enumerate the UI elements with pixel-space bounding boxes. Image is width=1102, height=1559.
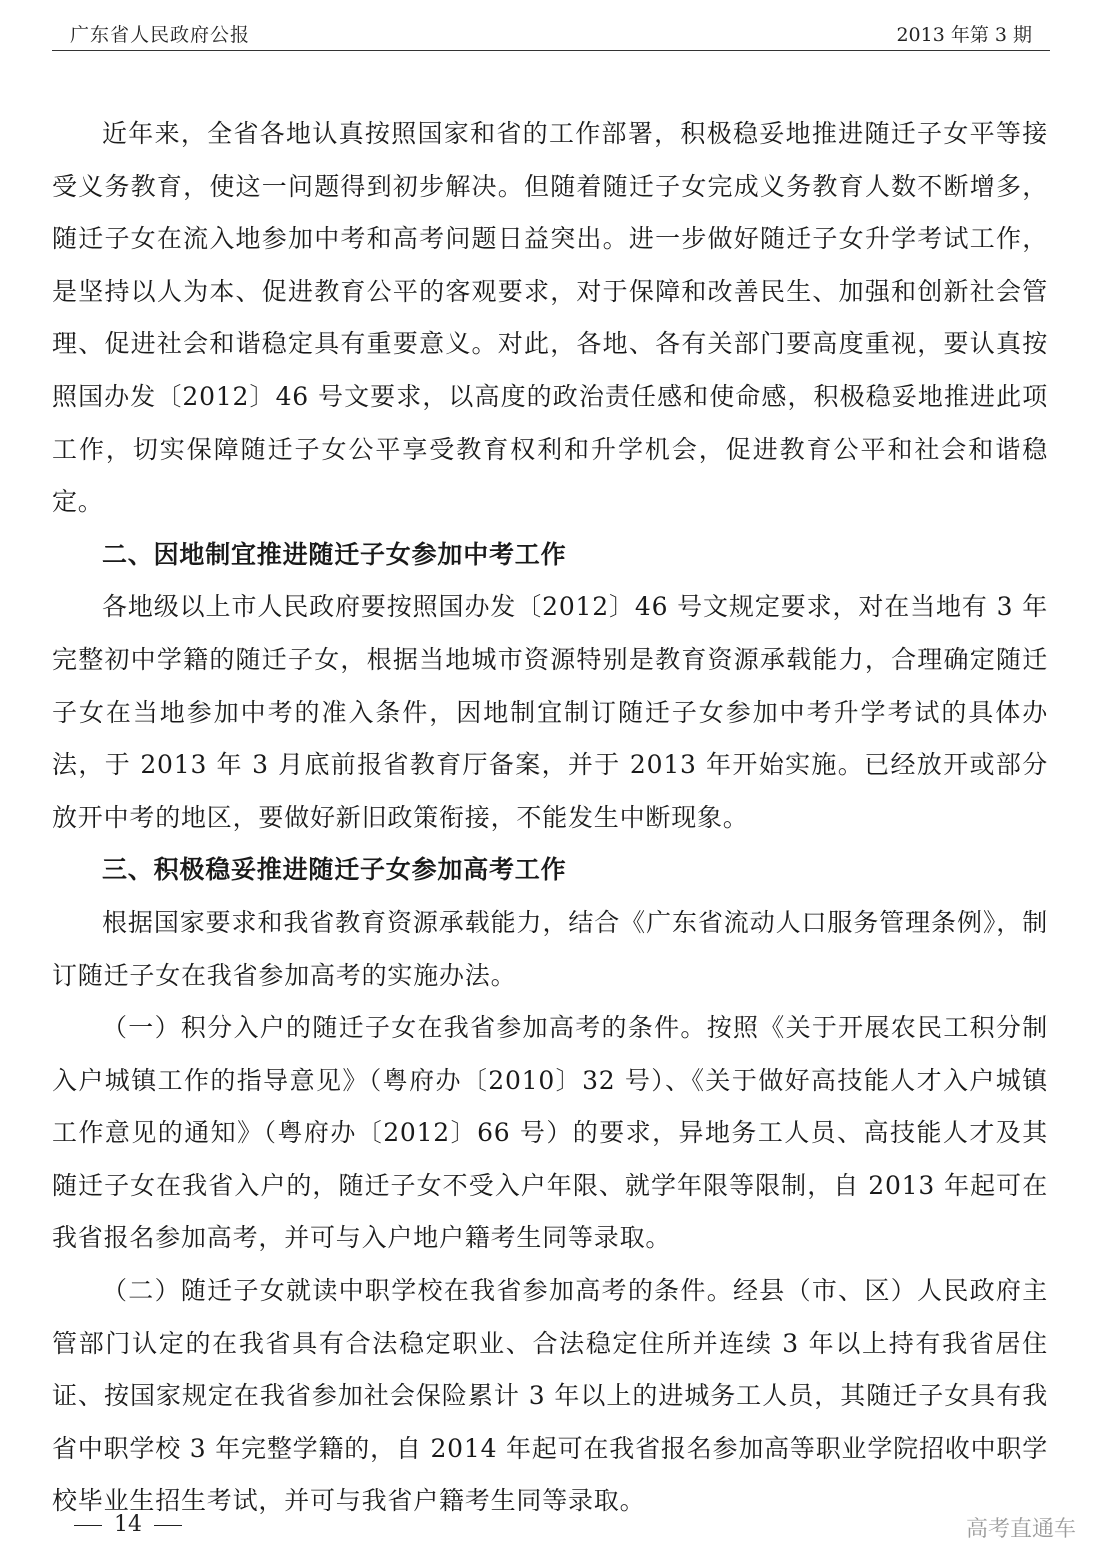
dash-right xyxy=(154,1525,182,1526)
page-header xyxy=(52,14,1050,51)
paragraph: 近年来，全省各地认真按照国家和省的工作部署，积极稳妥地推进随迁子女平等接受义务教育，使这一问题得到初步解决。但随着随迁子女完成义务教育人数不断增多，随迁子女在流入地参加中考和高考问题日益突出。进一步做好随迁子女升学考试工作，是坚持以人为本、促进教育公平的客观要求，对于保障和改善民生、加强和创新社会管理、促进社会和谐稳定具有重要意义。对此，各地、各有关部门要高度重视，要认真按照国办发〔2012〕46 号文要求，以高度的政治责任感和使命感，积极稳妥地推进此项工作，切实保障随迁子女公平享受教育权利和升学机会，促进教育公平和社会和谐稳定。 xyxy=(52,119,1048,517)
paragraph: 根据国家要求和我省教育资源承载能力，结合《广东省流动人口服务管理条例》，制订随迁子女在我省参加高考的实施办法。 xyxy=(52,907,1048,990)
document-body xyxy=(52,108,1048,1528)
watermark: 高考直通车 xyxy=(965,1517,1076,1542)
issue-number: 2013 年第 3 期 xyxy=(896,24,1032,46)
section-heading: 三、积极稳妥推进随迁子女参加高考工作 xyxy=(102,855,567,885)
page-number xyxy=(62,1512,194,1537)
page-number-text: 14 xyxy=(114,1512,142,1537)
section-heading: 二、因地制宜推进随迁子女参加中考工作 xyxy=(102,539,567,569)
paragraph: （一）积分入户的随迁子女在我省参加高考的条件。按照《关于开展农民工积分制入户城镇工作的指导意见》（粤府办〔2010〕32 号）、《关于做好高技能人才入户城镇工作意见的通知》（粤府办〔2012〕66 号）的要求，异地务工人员、高技能人才及其随迁子女在我省入户的，随迁子女不受入户年限、就学年限等限制，自 2013 年起可在我省报名参加高考，并可与入户地户籍考生同等录取。 xyxy=(52,1013,1048,1253)
publication-title: 广东省人民政府公报 xyxy=(70,24,251,46)
paragraph: 各地级以上市人民政府要按照国办发〔2012〕46 号文规定要求，对在当地有 3 年完整初中学籍的随迁子女，根据当地城市资源特别是教育资源承载能力，合理确定随迁子女在当地参加中考的准入条件，因地制宜制订随迁子女参加中考升学考试的具体办法，于 2013 年 3 月底前报省教育厅备案，并于 2013 年开始实施。已经放开或部分放开中考的地区，要做好新旧政策衔接，不能发生中断现象。 xyxy=(52,592,1048,832)
paragraph: （二）随迁子女就读中职学校在我省参加高考的条件。经县（市、区）人民政府主管部门认定的在我省具有合法稳定职业、合法稳定住所并连续 3 年以上持有我省居住证、按国家规定在我省参加社会保险累计 3 年以上的进城务工人员，其随迁子女具有我省中职学校 3 年完整学籍的，自 2014 年起可在我省报名参加高等职业学院招收中职学校毕业生招生考试，并可与我省户籍考生同等录取。 xyxy=(52,1276,1048,1516)
dash-left xyxy=(74,1525,102,1526)
